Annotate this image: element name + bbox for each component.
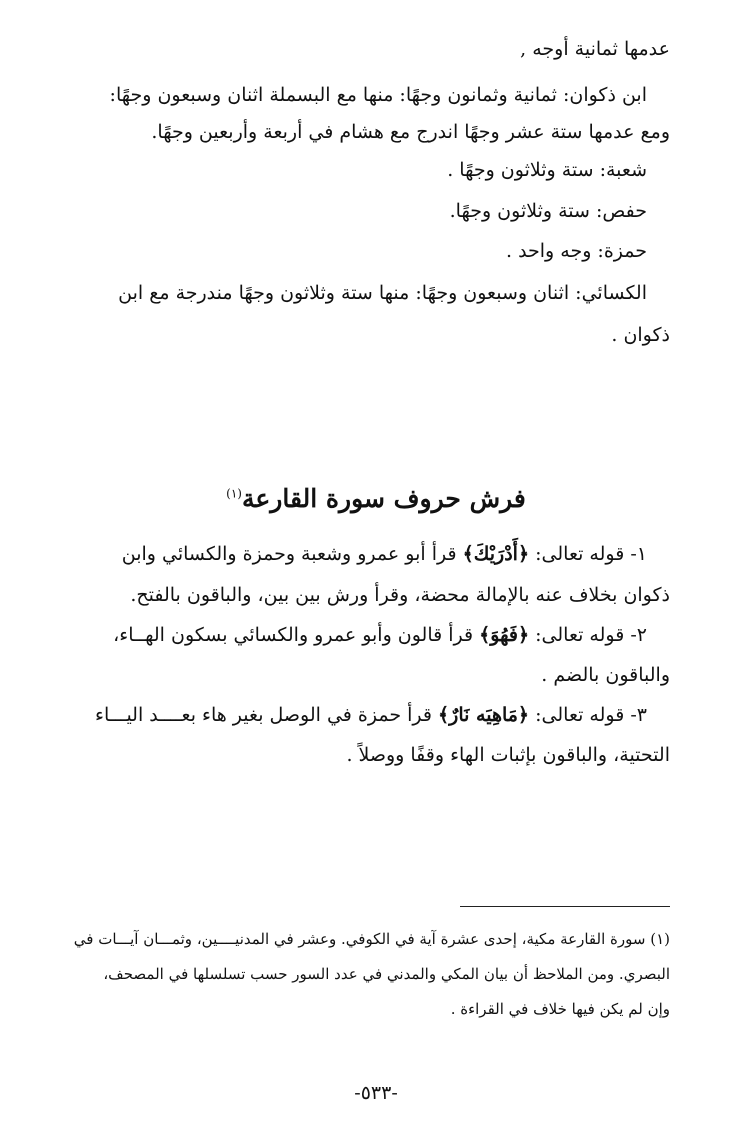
footnote-line: (١) سورة القارعة مكية، إحدى عشرة آية في الكوفي. وعشر في المدنيــــين، وثمـــان آيـــات في bbox=[73, 930, 670, 948]
text-line: الكسائي: اثنان وسبعون وجهًا: منها ستة وثلاثون وجهًا مندرجة مع ابن bbox=[118, 282, 647, 304]
item-number: ٣- قوله تعالى: bbox=[535, 704, 647, 726]
text-line: حمزة: وجه واحد . bbox=[505, 240, 647, 262]
quran-word: ﴿فَهُوَ﴾ bbox=[479, 624, 530, 646]
list-item-continuation: والباقون بالضم . bbox=[541, 664, 670, 686]
item-text: قرأ حمزة في الوصل بغير هاء بعــــد اليـــاء bbox=[95, 704, 432, 726]
list-item bbox=[95, 702, 647, 728]
quran-word: ﴿أَدْرَيْكَ﴾ bbox=[462, 543, 530, 565]
footnote-reference: (١) bbox=[226, 486, 242, 501]
footnote-line: البصري. ومن الملاحظ أن بيان المكي والمدني في عدد السور حسب تسلسلها في المصحف، bbox=[103, 965, 670, 983]
item-text: قرأ أبو عمرو وشعبة وحمزة والكسائي وابن bbox=[121, 543, 457, 565]
list-item-continuation: التحتية، والباقون بإثبات الهاء وقفًا ووصلاً . bbox=[346, 744, 670, 766]
list-item bbox=[113, 622, 647, 648]
item-number: ١- قوله تعالى: bbox=[535, 543, 647, 565]
footnote-divider bbox=[460, 906, 670, 907]
text-line: شعبة: ستة وثلاثون وجهًا . bbox=[447, 159, 647, 181]
text-line: عدمها ثمانية أوجه , bbox=[520, 38, 670, 60]
section-title: فرش حروف سورة القارعة bbox=[241, 484, 526, 513]
section-heading bbox=[0, 484, 752, 513]
item-number: ٢- قوله تعالى: bbox=[535, 624, 647, 646]
page-number: -٥٣٣- bbox=[354, 1082, 398, 1104]
item-text: قرأ قالون وأبو عمرو والكسائي بسكون الهــاء، bbox=[113, 624, 474, 646]
list-item bbox=[122, 541, 647, 567]
text-line: حفص: ستة وثلاثون وجهًا. bbox=[449, 200, 647, 222]
text-line: ومع عدمها ستة عشر وجهًا اندرج مع هشام في أربعة وأربعين وجهًا. bbox=[151, 121, 670, 143]
list-item-continuation: ذكوان بخلاف عنه بالإمالة محضة، وقرأ ورش بين بين، والباقون بالفتح. bbox=[130, 584, 670, 606]
footnote-line: وإن لم يكن فيها خلاف في القراءة . bbox=[450, 1000, 670, 1018]
text-line: ابن ذكوان: ثمانية وثمانون وجهًا: منها مع البسملة اثنان وسبعون وجهًا: bbox=[109, 84, 647, 106]
text-line: ذكوان . bbox=[611, 324, 670, 346]
quran-word: ﴿مَاهِيَه نَارٌ﴾ bbox=[438, 704, 530, 726]
